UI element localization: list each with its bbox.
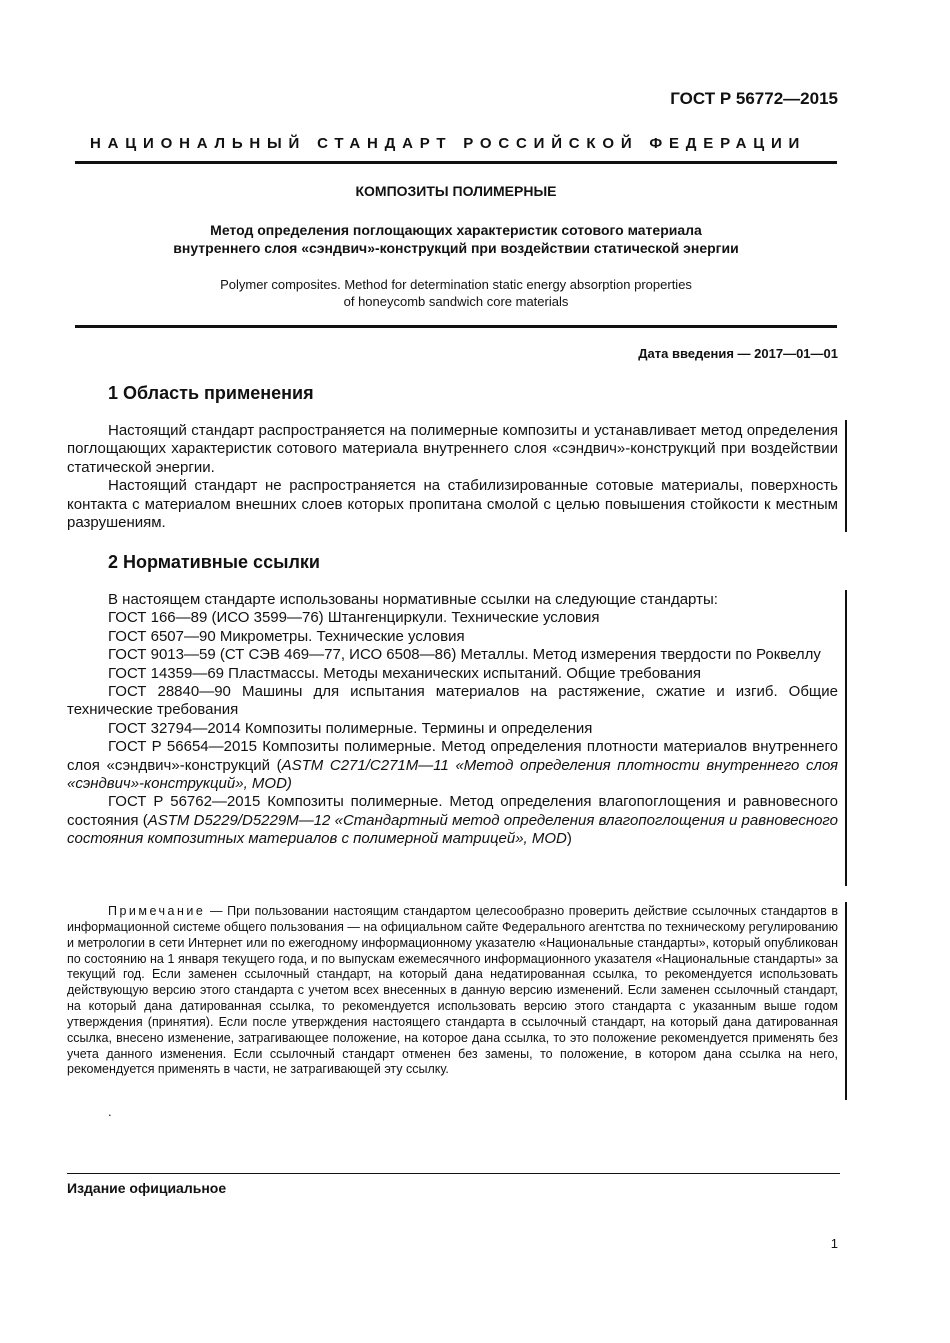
- change-bar: [845, 420, 847, 532]
- reference-item: [67, 793, 838, 848]
- document-number: ГОСТ Р 56772—2015: [670, 89, 838, 108]
- reference-item: [67, 738, 838, 793]
- change-bar: [845, 902, 847, 1100]
- national-standard-banner: НАЦИОНАЛЬНЫЙ СТАНДАРТ РОССИЙСКОЙ ФЕДЕРАЦИИ: [90, 135, 807, 152]
- official-edition-label: Издание официальное: [67, 1180, 227, 1196]
- introduction-date: Дата введения — 2017—01—01: [638, 346, 838, 361]
- footer-divider: [67, 1173, 840, 1174]
- paragraph: Настоящий стандарт не распространяется на стабилизированные сотовые материалы, поверхность контакта с материалом внешних слоев которых пропитана смолой с целью повышения стойкости к местным разрушениям.: [67, 477, 838, 532]
- subtitle-line: внутреннего слоя «сэндвич»-конструкций при воздействии статической энергии: [173, 240, 739, 256]
- section-1-heading: 1 Область применения: [108, 383, 314, 403]
- section-2-heading: 2 Нормативные ссылки: [108, 552, 320, 572]
- note-block: [67, 904, 838, 1078]
- note-text: — При пользовании настоящим стандартом целесообразно проверить действие ссылочных стандартов в информационной системе общего пользования — на официальном сайте Федерального агентства по техническому регулированию и метрологии в сети Интернет или по ежегодному информационному указателю «Национальные стандарты», который опубликован по состоянию на 1 января текущего года, и по выпускам ежемесячного информационного указателя «Национальные стандарты» за текущий год. Если заменен ссылочный стандарт, на который дана недатированная ссылка, то рекомендуется использовать действующую версию этого стандарта с учетом всех внесенных в данную версию изменений. Если заменен ссылочный стандарт, на который дана датированная ссылка, то рекомендуется использовать версию этого стандарта с указанным выше годом утверждения (принятия). Если после утверждения настоящего стандарта в ссылочный стандарт, на который дана датированная ссылка, внесено изменение, затрагивающее положение, на которое дана ссылка, то это положение рекомендуется применять без учета данного изменения. Если ссылочный стандарт отменен без замены, то положение, в котором дана ссылка на него, рекомендуется применять в части, не затрагивающей эту ссылку.: [67, 904, 838, 1077]
- section-1-body: [67, 422, 838, 532]
- english-title-line: of honeycomb sandwich core materials: [343, 294, 569, 309]
- paragraph: Настоящий стандарт распространяется на полимерные композиты и устанавливает метод определения поглощающих характеристик сотового материала внутреннего слоя «сэндвич»-конструкций при воздействии статической энергии.: [67, 422, 838, 476]
- stray-dot: .: [108, 1104, 112, 1119]
- note-label: Примечание: [108, 904, 206, 918]
- reference-item: ГОСТ 14359—69 Пластмассы. Методы механических испытаний. Общие требования: [108, 664, 701, 682]
- top-divider: [75, 161, 837, 164]
- subtitle-line: Метод определения поглощающих характеристик сотового материала: [210, 222, 702, 238]
- reference-text: ГОСТ Р 56762—2015 Композиты полимерные. Метод определения влагопоглощения и равновесного состояния (: [67, 793, 838, 829]
- document-title: КОМПОЗИТЫ ПОЛИМЕРНЫЕ: [355, 183, 557, 199]
- page-number: 1: [830, 1236, 838, 1251]
- reference-item: ГОСТ 32794—2014 Композиты полимерные. Термины и определения: [108, 719, 593, 737]
- english-title: [75, 276, 837, 310]
- reference-italic: ASTM D5229/D5229M—12 «Стандартный метод определения влагопоглощения и равновесного состояния композитных материалов с полимерной матрицей», MOD: [67, 811, 839, 848]
- reference-item: ГОСТ 9013—59 (СТ СЭВ 469—77, ИСО 6508—86) Металлы. Метод измерения твердости по Роквеллу: [108, 646, 821, 664]
- change-bar: [845, 590, 847, 886]
- reference-item: ГОСТ 166—89 (ИСО 3599—76) Штангенциркули. Технические условия: [108, 609, 600, 627]
- document-subtitle: [75, 221, 837, 257]
- title-divider: [75, 325, 837, 328]
- reference-item: ГОСТ 28840—90 Машины для испытания материалов на растяжение, сжатие и изгиб. Общие технические требования: [67, 683, 838, 719]
- reference-item: ГОСТ 6507—90 Микрометры. Технические условия: [108, 627, 465, 645]
- reference-italic: ASTM C271/C271M—11 «Метод определения плотности внутреннего слоя «сэндвич»-конструкций», MOD): [67, 756, 838, 793]
- english-title-line: Polymer composites. Method for determination static energy absorption properties: [220, 277, 692, 292]
- section-2-body: [67, 591, 838, 849]
- reference-text: ): [566, 830, 572, 848]
- reference-text: ГОСТ Р 56654—2015 Композиты полимерные. Метод определения плотности материалов внутреннего слоя «сэндвич»-конструкций (: [67, 738, 838, 774]
- paragraph: В настоящем стандарте использованы нормативные ссылки на следующие стандарты:: [108, 591, 718, 608]
